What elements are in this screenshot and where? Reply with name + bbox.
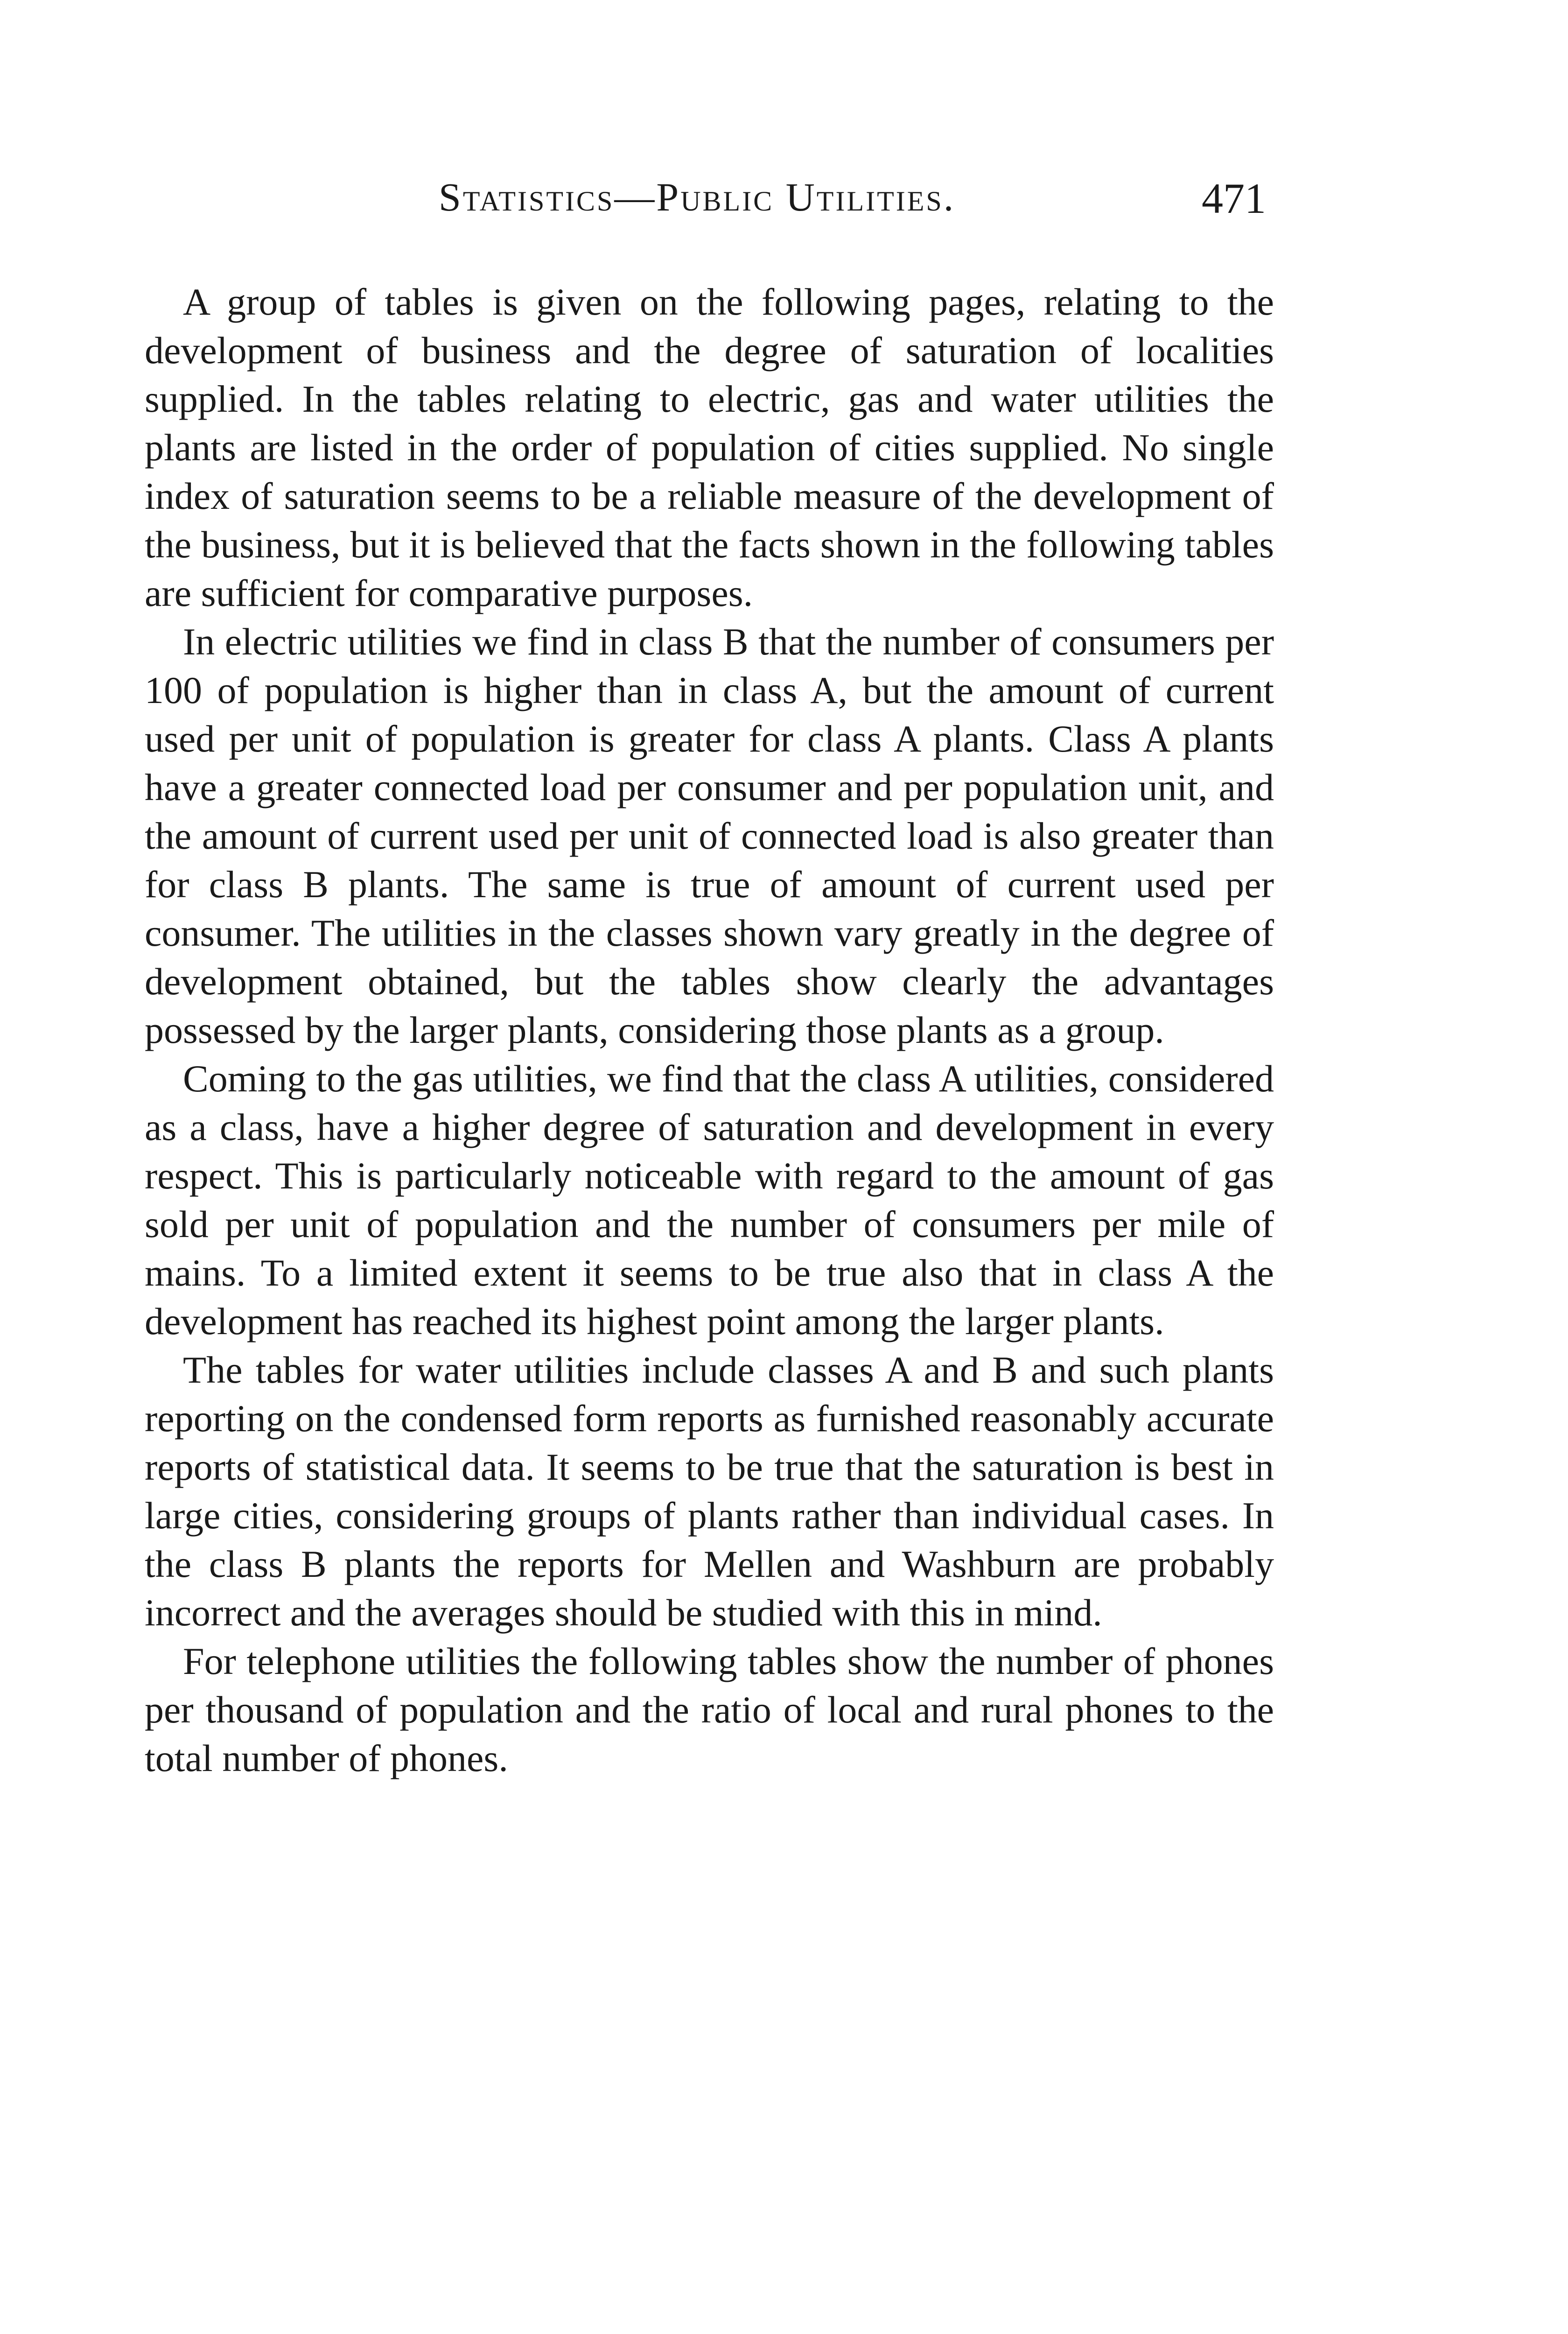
page-number: 471 [1202, 175, 1266, 222]
paragraph-telephone: For telephone utilities the following tables show the number of phones per thousand of population and the ratio of local and rural phones to the total number of phones. [145, 1640, 1274, 1779]
page-header [0, 174, 1568, 225]
running-head: Statistics—Public Utilities. [439, 175, 956, 219]
paragraph-gas: Coming to the gas utilities, we find that the class A utilities, considered as a class, have a higher degree of saturation and development in every respect. This is particularly noticeable with regard to the amount of gas sold per unit of population and the number of consumers per mile of mains. To a limited extent it seems to be true also that in class A the development has reached its highest point among the larger plants. [145, 1057, 1274, 1343]
body-text [145, 278, 1274, 1783]
paragraph-water: The tables for water utilities include classes A and B and such plants reporting on the condensed form reports as furnished reasonably accurate reports of statistical data. It seems to be true that the saturation is best in large cities, considering groups of plants rather than individual cases. In the class B plants the reports for Mellen and Washburn are probably incorrect and the averages should be studied with this in mind. [145, 1349, 1274, 1634]
paragraph-intro: A group of tables is given on the following pages, relating to the development of business and the degree of saturation of localities supplied. In the tables relating to electric, gas and water utilities the plants are listed in the order of population of cities supplied. No single index of saturation seems to be a reliable measure of the development of the business, but it is believed that the facts shown in the following tables are sufficient for comparative purposes. [145, 281, 1274, 614]
paragraph-electric: In electric utilities we find in class B that the number of consumers per 100 of population is higher than in class A, but the amount of current used per unit of population is greater for class A plants. Class A plants have a greater connected load per consumer and per population unit, and the amount of current used per unit of connected load is also greater than for class B plants. The same is true of amount of current used per consumer. The utilities in the classes shown vary greatly in the degree of development obtained, but the tables show clearly the advantages possessed by the larger plants, considering those plants as a group. [145, 620, 1274, 1051]
